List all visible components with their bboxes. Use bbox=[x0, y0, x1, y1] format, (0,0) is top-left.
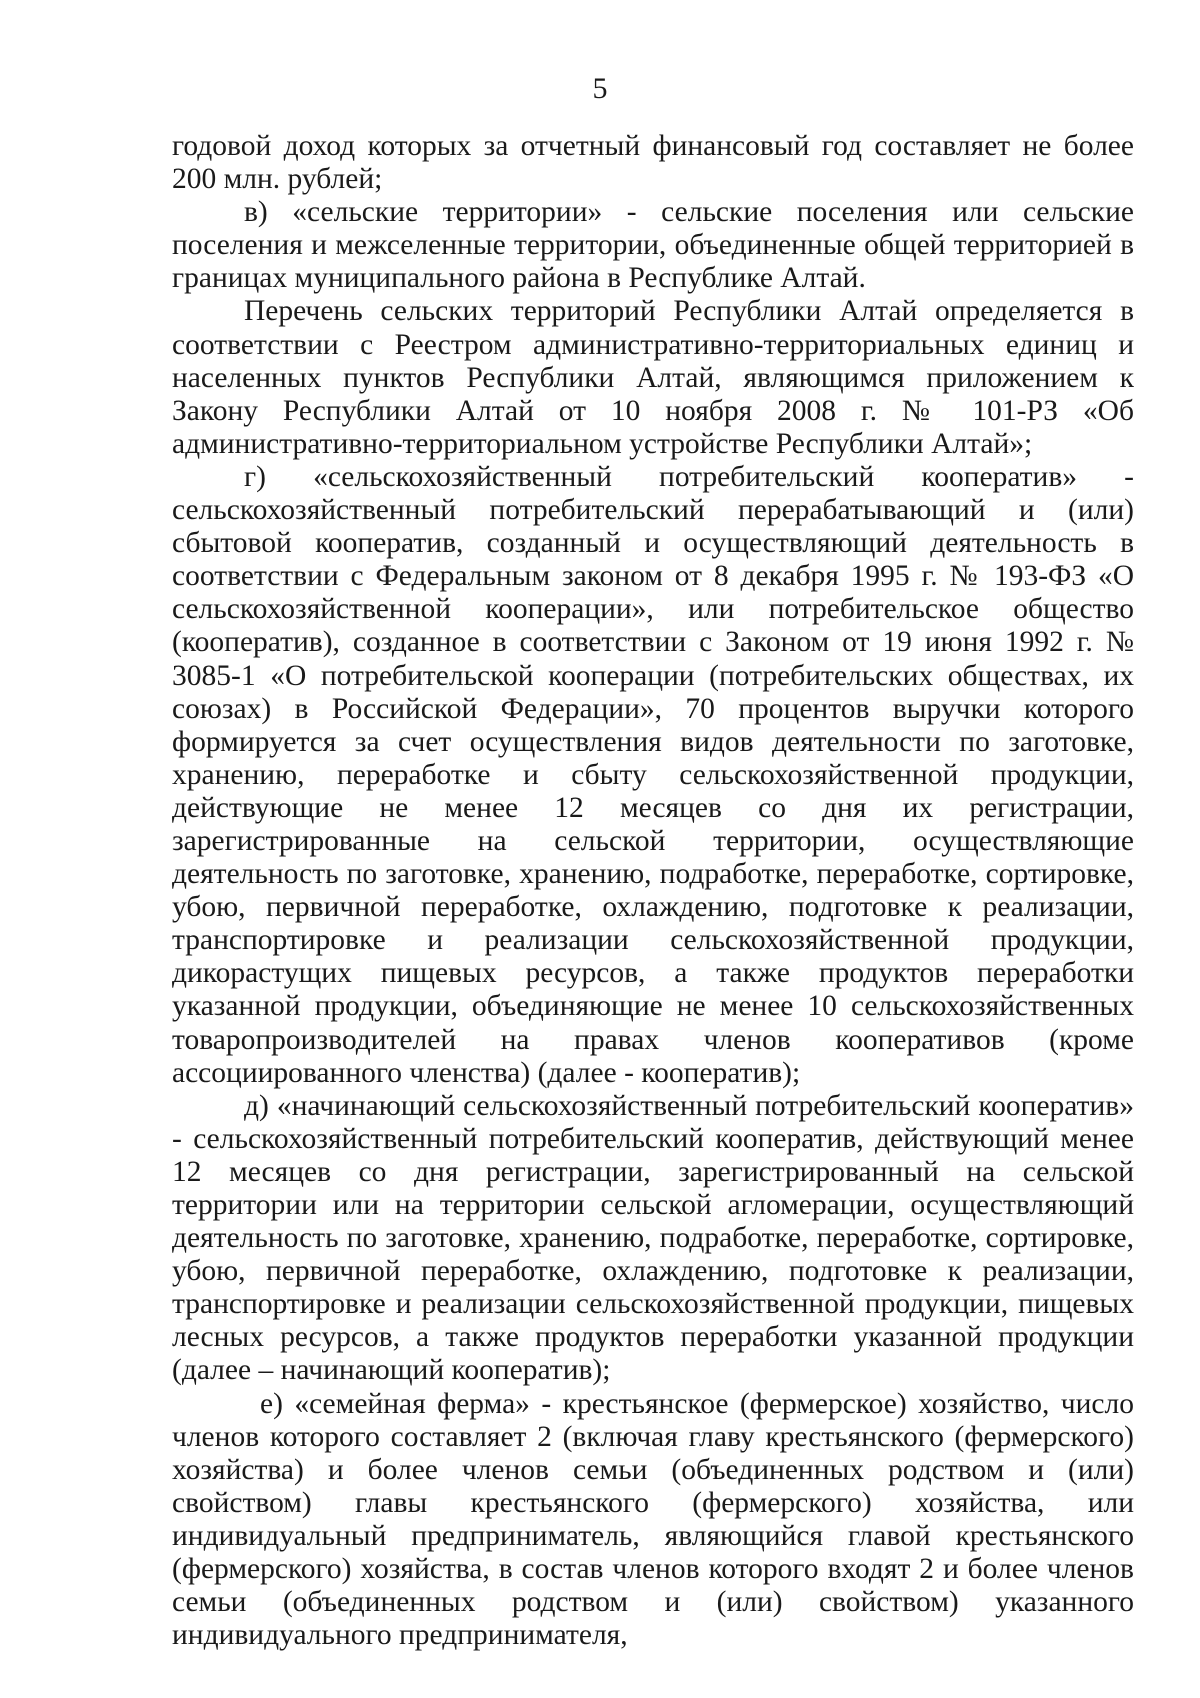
paragraph-item-v: в) «сельские территории» - сельские поселения или сельские поселения и межселенные территории, объединенные общей территорией в границах муниципального района в Республике Алтай. bbox=[172, 196, 1134, 295]
document-body bbox=[172, 130, 1134, 1652]
paragraph-item-e: е) «семейная ферма» - крестьянское (фермерское) хозяйство, число членов которого составляет 2 (включая главу крестьянского (фермерского) хозяйства) и более членов семьи (объединенных родством и (или) свойством) главы крестьянского (фермерского) хозяйства, или индивидуальный предприниматель, являющийся главой крестьянского (фермерского) хозяйства, в состав членов которого входят 2 и более членов семьи (объединенных родством и (или) свойством) указанного индивидуального предпринимателя, bbox=[172, 1387, 1134, 1652]
page-number: 5 bbox=[592, 72, 608, 105]
paragraph-item-d: д) «начинающий сельскохозяйственный потребительский кооператив» - сельскохозяйственный потребительский кооператив, действующий менее 12 месяцев со дня регистрации, зарегистрированный на сельской территории или на территории сельской агломерации, осуществляющий деятельность по заготовке, хранению, подработке, переработке, сортировке, убою, первичной переработке, охлаждению, подготовке к реализации, транспортировке и реализации сельскохозяйственной продукции, пищевых лесных ресурсов, а также продуктов переработки указанной продукции (далее – начинающий кооператив); bbox=[172, 1089, 1134, 1387]
paragraph-rural-list: Перечень сельских территорий Республики Алтай определяется в соответствии с Реестром административно-территориальных единиц и населенных пунктов Республики Алтай, являющимся приложением к Закону Республики Алтай от 10 ноября 2008 г. № 101-РЗ «Об административно-территориальном устройстве Республики Алтай»; bbox=[172, 295, 1134, 460]
paragraph-item-g: г) «сельскохозяйственный потребительский кооператив» - сельскохозяйственный потребительский перерабатывающий и (или) сбытовой кооператив, созданный и осуществляющий деятельность в соответствии с Федеральным законом от 8 декабря 1995 г. № 193-ФЗ «О сельскохозяйственной кооперации», или потребительское общество (кооператив), созданное в соответствии с Законом от 19 июня 1992 г. № 3085-1 «О потребительской кооперации (потребительских обществах, их союзах) в Российской Федерации», 70 процентов выручки которого формируется за счет осуществления видов деятельности по заготовке, хранению, переработке и сбыту сельскохозяйственной продукции, действующие не менее 12 месяцев со дня их регистрации, зарегистрированные на сельской территории, осуществляющие деятельность по заготовке, хранению, подработке, переработке, сортировке, убою, первичной переработке, охлаждению, подготовке к реализации, транспортировке и реализации сельскохозяйственной продукции, дикорастущих пищевых ресурсов, а также продуктов переработки указанной продукции, объединяющие не менее 10 сельскохозяйственных товаропроизводителей на правах членов кооперативов (кроме ассоциированного членства) (далее - кооператив); bbox=[172, 460, 1134, 1089]
paragraph-continuation: годовой доход которых за отчетный финансовый год составляет не более 200 млн. рублей; bbox=[172, 130, 1134, 196]
